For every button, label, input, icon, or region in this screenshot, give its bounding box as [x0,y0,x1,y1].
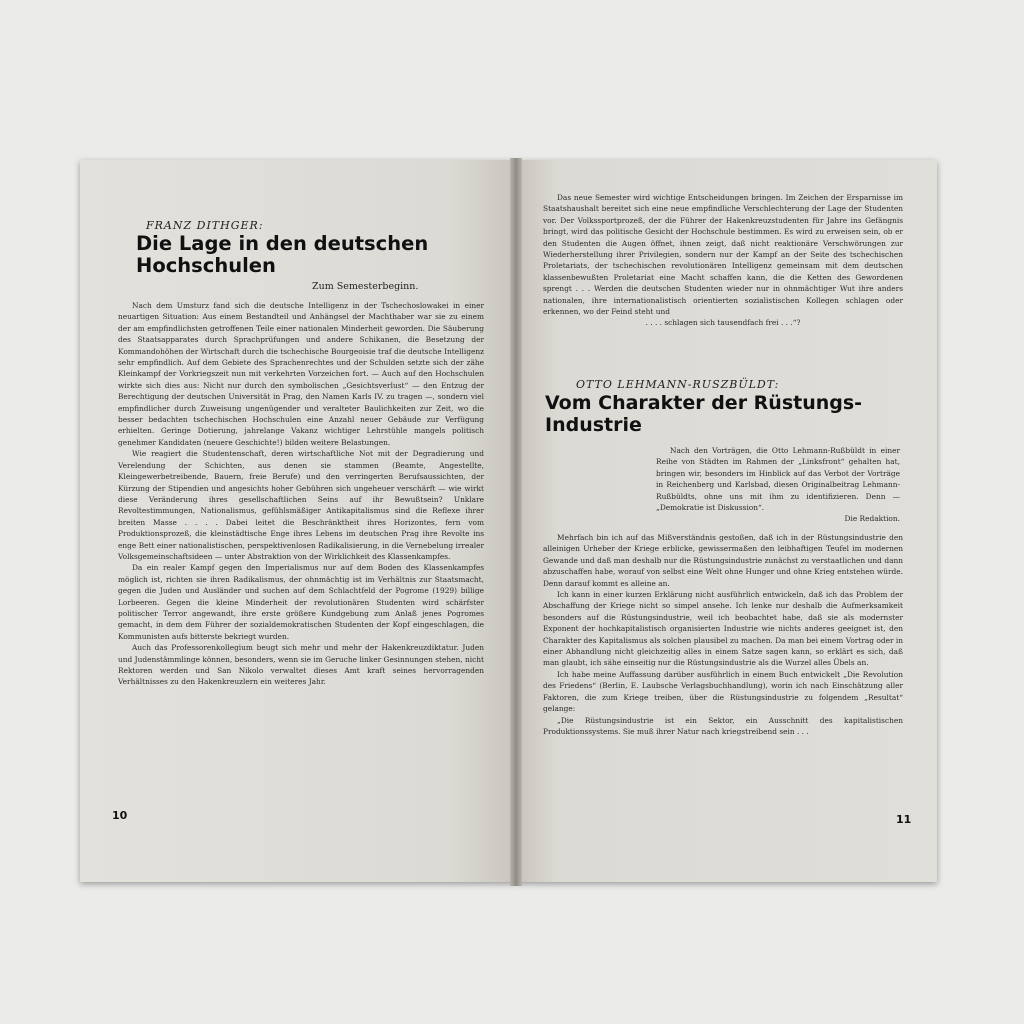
left-paragraph-1: Nach dem Umsturz fand sich die deutsche Intelligenz in der Tschechoslowakei in einer neuartigen Situation: Aus einem Bestandteil und Anhängsel der Machthaber war sie zu einem der am empfindlichsten getroffenen Teile einer nationalen Minderheit geworden. Die Säuberung des Staatsapparates durch Sprachprüfungen und andere Schikanen, die Besetzung der Kommandohöhen der Wirtschaft durch die tschechische Bourgeoisie traf die deutsche Intelligenz sehr empfindlich. Auf dem Gebiete des Sprachenrechtes und der Schulden setzte sich der zähe Kleinkampf der Vorkriegszeit nun mit verkehrten Vorzeichen fort. — Auch auf den Hochschulen wirkte sich dies aus: Nicht nur durch den symbolischen „Gesichtsverlust“ — den Entzug der Berechtigung der deutschen Universität in Prag, den Namen Karls IV. zu tragen —, sondern viel empfindlicher durch Zuweisung ungenügender und veralteter Baulichkeiten zur Zeit, wo die besser bedachten tschechischen Hochschulen eine Anzahl neuer Gebäude zur Verfügung erhielten. Geringe Dotierung, jahrelange Vakanz wichtiger Lehrstühle mangels politisch genehmer Kandidaten (neuere Geschichte!) bilden weitere Belastungen. [118,301,484,447]
left-paragraph-2: Wie reagiert die Studentenschaft, deren wirtschaftliche Not mit der Degradierung und Verelendung der Schichten, aus denen sie stammen (Beamte, Angestellte, Kleingewerbetreibende, Bauern, freie Berufe) und den verringerten Berufsaussichten, der Kürzung der Stipendien und angesichts hoher Gebühren sich ungeheuer verschärft — wie wirkt diese Veränderung ihres gesellschaftlichen Seins auf ihr Bewußtsein? Unklare Revoltestimmungen, Nationalismus, gefühlsmäßiger Antikapitalismus sind die Reflexe ihrer breiten Masse . . . . Dabei leitet die Beschränktheit ihres Horizontes, fern vom Produktionsprozeß, die kleinstädtische Enge ihres Lebens im deutschen Prag ihre Revolte ins enge Bett einer nationalistischen, perspektivenlosen Radikalisierung, in die Vernebelung irrealer Volksgemeinschaftsideen — unter Abstraktion von der Wirklichkeit des Klassenkampfes. [118,449,484,561]
left-paragraph-3: Da ein realer Kampf gegen den Imperialismus nur auf dem Boden des Klassenkampfes möglich ist, richten sie ihren Radikalismus, der ohnmächtig ist im Verhältnis zur Staatsmacht, gegen die Juden und Ausländer und suchen auf dem Schlachtfeld der Pogrome (1929) billige Lorbeeren. Gegen die kleine Minderheit der revolutionären Studenten wird schärfster politischer Terror angewandt, ihre erste größere Kundgebung zum Anlaß jenes Pogromes gemacht, in dem dem Führer der sozialdemokratischen Studenten der Kopf eingeschlagen, die Kommunisten aufs bitterste bekriegt wurden. [118,563,484,641]
right-page-number: 11 [896,813,912,826]
right-title-line-1: Vom Charakter der Rüstungs- [545,392,863,414]
left-title-line-2: Hochschulen [136,254,276,278]
right-article-author: OTTO LEHMANN-RUSZBÜLDT: [576,378,780,391]
right-paragraph-4: „Die Rüstungsindustrie ist ein Sektor, ein Ausschnitt des kapitalistischen Produktionssystems. Sie muß ihrer Natur nach kriegstreibend sein . . . [543,715,903,736]
right-intro-paragraph-2: . . . . schlagen sich tausendfach frei . . .“? [645,318,801,328]
editor-note [656,445,900,525]
right-intro-text [543,192,903,329]
editor-note-text: Nach den Vorträgen, die Otto Lehmann-Rußbüldt in einer Reihe von Städten im Rahmen der „Linksfront“ gehalten hat, bringen wir, besonders im Hinblick auf das Verbot der Vorträge in Reichenberg und Karlsbad, diesen Originalbeitrag Lehmann-Rußbüldts, ohne uns mit ihm zu identifizieren. Denn — „Demokratie ist Diskussion“. [656,446,900,513]
right-article-title [545,393,915,437]
left-article-body [118,300,484,688]
left-paragraph-4: Auch das Professorenkollegium beugt sich mehr und mehr der Hakenkreuzdiktatur. Juden und Judenstämmlinge können, besonders, wenn sie im Geruche linker Gesinnungen stehen, nicht Rektoren werden und San Nikolo verwaltet dieses Amt kraft seines hervorragenden Verhältnisses zu den Hakenkreuzlern ein weiteres Jahr. [118,643,484,687]
right-paragraph-2: Ich kann in einer kurzen Erklärung nicht ausführlich entwickeln, daß ich das Problem der Abschaffung der Kriege nicht so simpel ansehe. Ich lenke nur deshalb die Aufmerksamkeit besonders auf die Rüstungsindustrie, weil ich beobachtet habe, daß sie als modernster Exponent der hochkapitalistisch organisierten Industrie wie nichts anderes geeignet ist, den Charakter des Kapitalismus als solchen plausibel zu machen. Da man bei einem Vortrag oder in einer Abhandlung nicht gleichzeitig alles in einem Satze sagen kann, so erklärt es sich, daß man glaubt, ich sähe einseitig nur die Rüstungsindustrie als die Wurzel alles Übels an. [543,590,903,668]
right-title-line-2: Industrie [545,413,642,436]
right-paragraph-1: Mehrfach bin ich auf das Mißverständnis gestoßen, daß ich in der Rüstungsindustrie den alleinigen Urheber der Kriege erblicke, gewissermaßen den leibhaftigen Teufel im modernen Gewande und daß man deshalb nur die Rüstungsindustrie zunächst zu verstaatlichen und dann abzuschaffen habe, worauf von selbst eine Welt ohne Hunger und ohne Krieg entstehen würde. Denn darauf kommt es alleine an. [543,533,903,588]
right-paragraph-3: Ich habe meine Auffassung darüber ausführlich in einem Buch entwickelt „Die Revolution des Friedens“ (Berlin, E. Laubsche Verlagsbuchhandlung), worin ich nach Einschätzung aller Faktoren, die zum Kriege treiben, über die Rüstungsindustrie zu folgendem „Resultat“ gelange: [543,669,903,714]
left-page-number: 10 [112,809,128,822]
left-article-author: FRANZ DITHGER: [146,219,264,232]
left-title-line-1: Die Lage in den deutschen [136,232,429,255]
right-intro-paragraph-1: Das neue Semester wird wichtige Entscheidungen bringen. Im Zeichen der Ersparnisse im Staatshaushalt bereitet sich eine neue empfindliche Verschlechterung der Lage der Studenten vor. Der Volkssportprozeß, der die Führer der Hakenkreuzstudenten für Jahre ins Gefängnis bringt, wird das politische Gesicht der Hochschule bestimmen. Es wird zu erweisen sein, ob er den Studenten die Augen öffnet, ihnen zeigt, daß nicht reaktionäre Verschwörungen zur Wiederherstellung ihrer Privilegien, sondern nur der Kampf an der Seite des tschechischen Proletariats, der tschechischen revolutionären Intelligenz gemeinsam mit dem deutschen klassenbewußten Proletariat eine Macht schaffen kann, die die Ketten des Gewordenen sprengt . . . Werden die deutschen Studenten wieder nur in ohnmächtiger Wut ihre anders nationalen, ihre internationalistisch orientierten sozialistischen Kollegen schlagen oder erkennen, wo der Feind steht und [543,193,903,317]
left-article-title [136,233,476,278]
booklet-spine [510,158,522,886]
editor-signature: Die Redaktion. [844,514,900,524]
right-article-body [543,532,903,737]
left-article-subtitle: Zum Semesterbeginn. [312,281,419,292]
